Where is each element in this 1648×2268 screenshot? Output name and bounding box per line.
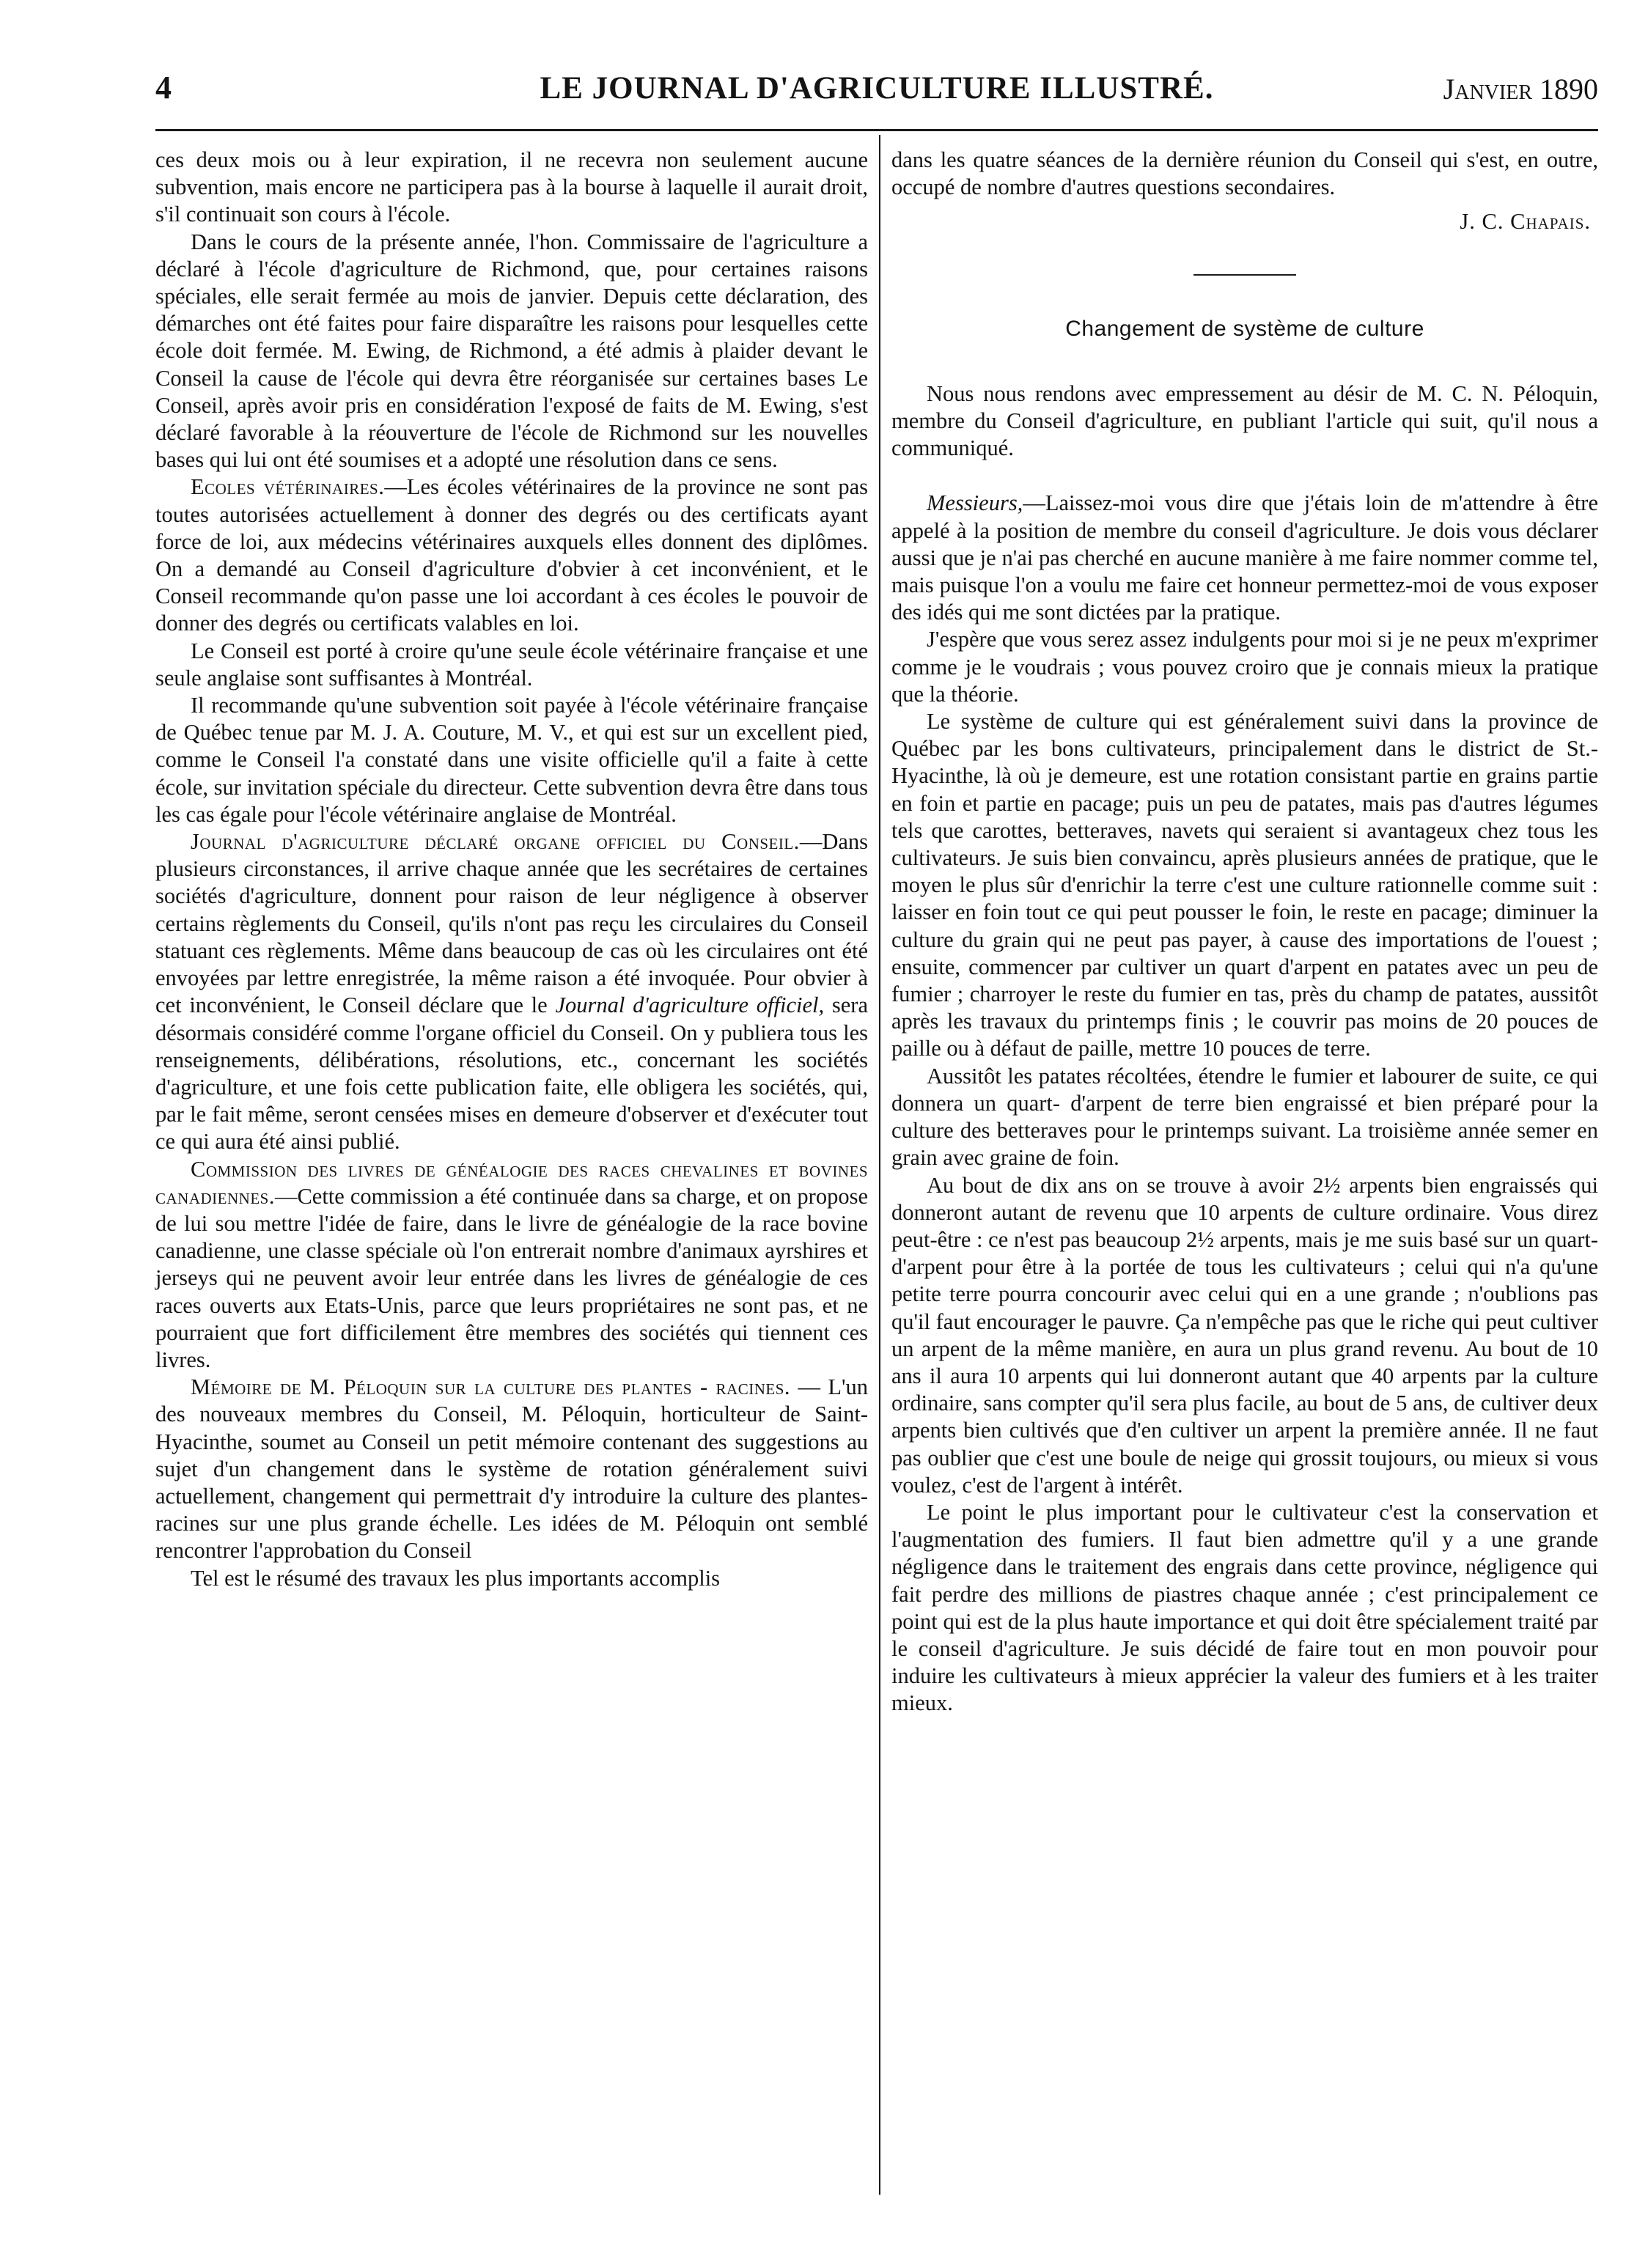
paragraph: Le Conseil est porté à croire qu'une seule école vétérinaire française et une seule anglaise sont suffisantes à Montréal. — [155, 638, 868, 691]
paragraph: Il recommande qu'une subvention soit payée à l'école vétérinaire française de Québec tenue par M. J. A. Couture, M. V., et qui est sur un excellent pied, comme le Conseil l'a constaté dans une visite officielle qu'il a faite à cette école, sur invitation spéciale du directeur. Cette subvention devra être dans tous les cas égale pour l'école vétérinaire anglaise de Montréal. — [155, 693, 868, 827]
author-signature: J. C. Chapais. — [1460, 209, 1591, 235]
paragraph-body: —Dans plusieurs circonstances, il arrive chaque année que les secrétaires de certaines sociétés d'agriculture, donnent pour raison de leur négligence à observer certains règlements du Conseil, qu'ils n'ont pas reçu les circulaires du Conseil statuant ces règlements. Même dans beaucoup de cas où les circulaires ont été envoyées par lettre enregistrée, la même raison a été invoquée. Pour obvier à cet inconvénient, le Conseil déclare que le — [155, 829, 868, 1018]
paragraph-body: —Les écoles vétérinaires de la province ne sont pas toutes autorisées actuellement à donner des degrés ou des certificats ayant force de loi, aux médecins vétérinaires auxquels elles donnent des diplômes. On a demandé au Conseil d'agriculture d'obvier à cet inconvénient, et le Conseil recommande qu'on passe une loi accordant à ces écoles le pouvoir de donner des degrés ou certificats valables en loi. — [155, 474, 868, 636]
paragraph: dans les quatre séances de la dernière réunion du Conseil qui s'est, en outre, occupé de nombre d'autres questions secondaires. — [891, 147, 1598, 200]
paragraph-veterinary-schools — [155, 474, 868, 637]
header-rule — [155, 129, 1598, 131]
section-separator — [1193, 274, 1296, 276]
paragraph: J'espère que vous serez assez indulgents pour moi si je ne peux m'exprimer comme je le voudrais ; vous pouvez croiro que je connais mieux la pratique que la théorie. — [891, 627, 1598, 707]
editor-intro: Nous nous rendons avec empressement au désir de M. C. N. Péloquin, membre du Conseil d'agriculture, en publiant l'article qui suit, qu'il nous a communiqué. — [891, 380, 1598, 461]
paragraph: Aussitôt les patates récoltées, étendre le fumier et labourer de suite, ce qui donnera un quart- d'arpent de terre bien engraissé et bien préparé pour la culture des betteraves pour le printemps suivant. La troisième année semer en grain avec graine de foin. — [891, 1063, 1598, 1171]
paragraph-body: sera désormais considéré comme l'organe officiel du Conseil. On y publiera tous les renseignements, délibérations, résolutions, etc., concernant les sociétés d'agriculture, et une fois cette publication faite, elle obligera les sociétés, qui, par le fait même, seront censées mises en demeure d'observer et d'exécuter tout ce qui aura été ainsi publié. — [155, 993, 868, 1155]
paragraph-body: —Laissez-moi vous dire que j'étais loin de m'attendre à être appelé à la position de membre du conseil d'agriculture. Je dois vous déclarer aussi que je n'ai pas cherché en aucune manière à me faire nommer comme tel, mais puisque l'on a voulu me faire cet honneur permettez-moi de vous exposer des idés qui me sont dictées par la pratique. — [891, 490, 1598, 625]
section-run-in-heading: Ecoles vétérinaires. — [191, 474, 385, 500]
salutation: Messieurs, — [927, 490, 1023, 516]
paragraph: Dans le cours de la présente année, l'hon. Commissaire de l'agriculture a déclaré à l'école d'agriculture de Richmond, que, pour certaines raisons spéciales, elle serait fermée au mois de janvier. Depuis cette déclaration, des démarches ont été faites pour faire disparaître les raisons pour lesquelles cette école doit fermée. M. Ewing, de Richmond, a été admis à plaider devant le Conseil la cause de l'école qui devra être réorganisée sur certaines bases Le Conseil, après avoir pris en considération l'exposé de faits de M. Ewing, s'est déclaré favorable à la réouverture de l'école de Richmond sur les nouvelles bases qui lui ont été soumises et a adopté une résolution dans ce sens. — [155, 229, 868, 473]
paragraph: Le système de culture qui est généralement suivi dans la province de Québec par les bons cultivateurs, principalement dans le district de St.-Hyacinthe, là où je demeure, est une rotation consistant partie en grains partie en foin et partie en pacage; puis un peu de patates, mais pas d'autres légumes tels que carottes, betteraves, navets qui seraient si avantageux chez tous les cultivateurs. Je suis bien convaincu, après plusieurs années de pratique, que le moyen le plus sûr d'enrichir la terre c'est une culture rationnelle comme suit : laisser en foin tout ce qui peut pousser le foin, le reste en pacage; diminuer la culture du grain qui ne peut pas payer, à cause des importations de l'ouest ; ensuite, commencer par cultiver un quart d'arpent en patates avec un peu de fumier ; charroyer le reste du fumier en tas, près du champ de patates, aussitôt après les travaux du printemps finis ; le couvrir pas moins de 20 pouces de paille ou à défaut de paille, mettre 10 pouces de terre. — [891, 709, 1598, 1061]
journal-title: LE JOURNAL D'AGRICULTURE ILLUSTRÉ. — [540, 71, 1214, 106]
column-divider — [879, 135, 880, 2195]
paragraph: Au bout de dix ans on se trouve à avoir 2½ arpents bien engraissés qui donneront autant de revenu que 10 arpents de culture ordinaire. Vous direz peut-être : ce n'est pas beaucoup 2½ arpents, mais je me suis basé sur un quart- d'arpent pour être à la portée de tous les cultivateurs ; celui qui n'a qu'une petite terre pourra concourir avec celui qui en a une grande ; n'oublions pas qu'il faut encourager le pauvre. Ça n'empêche pas que le riche qui peut cultiver un arpent de la même manière, en aura un plus grand revenu. Au bout de 10 ans il aura 10 arpents qui lui donneront autant que 40 arpents par la culture ordinaire, sans compter qu'il sera plus facile, au bout de 5 ans, de cultiver deux arpents bien cultivés que d'en cultiver un arpent la première année. Il ne faut pas oublier que c'est une boule de neige qui grossit toujours, ou mieux si vous voulez, c'est de l'argent à intérêt. — [891, 1172, 1598, 1498]
letter-opening — [891, 490, 1598, 626]
paragraph: ces deux mois ou à leur expiration, il ne recevra non seulement aucune subvention, mais encore ne participera pas à la bourse à laquelle il aurait droit, s'il continuait son cours à l'école. — [155, 147, 868, 227]
paragraph-peloquin-memoir — [155, 1374, 868, 1564]
section-run-in-heading: Commission des livres de généalogie des races chevalines et bovines canadiennes. — [155, 1156, 868, 1209]
paragraph-body: —Cette commission a été continuée dans sa charge, et on propose de lui sou mettre l'idée de faire, dans le livre de généalogie de la race bovine canadienne, une classe spéciale où l'on entrerait nombre d'animaux ayrshires et jerseys qui ne peuvent avoir leur entrée dans les livres de généalogie de ces races ouverts aux Etats-Unis, parce que leurs propriétaires ne sont pas, et ne pourraient que fort difficilement être membres des sociétés qui tiennent ces livres. — [155, 1183, 868, 1372]
paragraph-body: — L'un des nouveaux membres du Conseil, M. Péloquin, horticulteur de Saint-Hyacinthe, soumet au Conseil un petit mémoire contenant des suggestions au sujet d'un changement dans le système de rotation généralement suivi actuellement, changement qui permettrait d'y introduire la culture des plantes-racines sur une plus grande échelle. Les idées de M. Péloquin ont semblé rencontrer l'approbation du Conseil — [155, 1374, 868, 1564]
left-column — [155, 147, 868, 1592]
paragraph-genealogy-commission — [155, 1156, 868, 1374]
issue-date: Janvier 1890 — [1443, 73, 1598, 106]
paragraph: Le point le plus important pour le cultivateur c'est la conservation et l'augmentation des fumiers. Il faut bien admettre qu'il y a une grande négligence dans le traitement des engrais dans cette province, négligence qui fait perdre des millions de piastres chaque année ; c'est principalement ce point qui est de la plus haute importance et qui doit être spécialement traité par le conseil d'agriculture. Je suis décidé de faire tout en mon pouvoir pour induire les cultivateurs à mieux apprécier la valeur des fumiers et à les traiter mieux. — [891, 1499, 1598, 1716]
section-title: Changement de système de culture — [1065, 316, 1424, 341]
section-run-in-heading: Mémoire de M. Péloquin sur la culture des plantes - racines. — [191, 1374, 791, 1400]
paragraph-journal-organ — [155, 828, 868, 1155]
section-run-in-heading: Journal d'agriculture déclaré organe officiel du Conseil. — [191, 829, 800, 855]
right-column — [891, 147, 1598, 1717]
paragraph: Tel est le résumé des travaux les plus importants accomplis — [191, 1565, 721, 1591]
page-header — [155, 69, 1598, 114]
page-number: 4 — [155, 70, 172, 106]
journal-name-italic: Journal d'agriculture officiel, — [555, 993, 825, 1018]
